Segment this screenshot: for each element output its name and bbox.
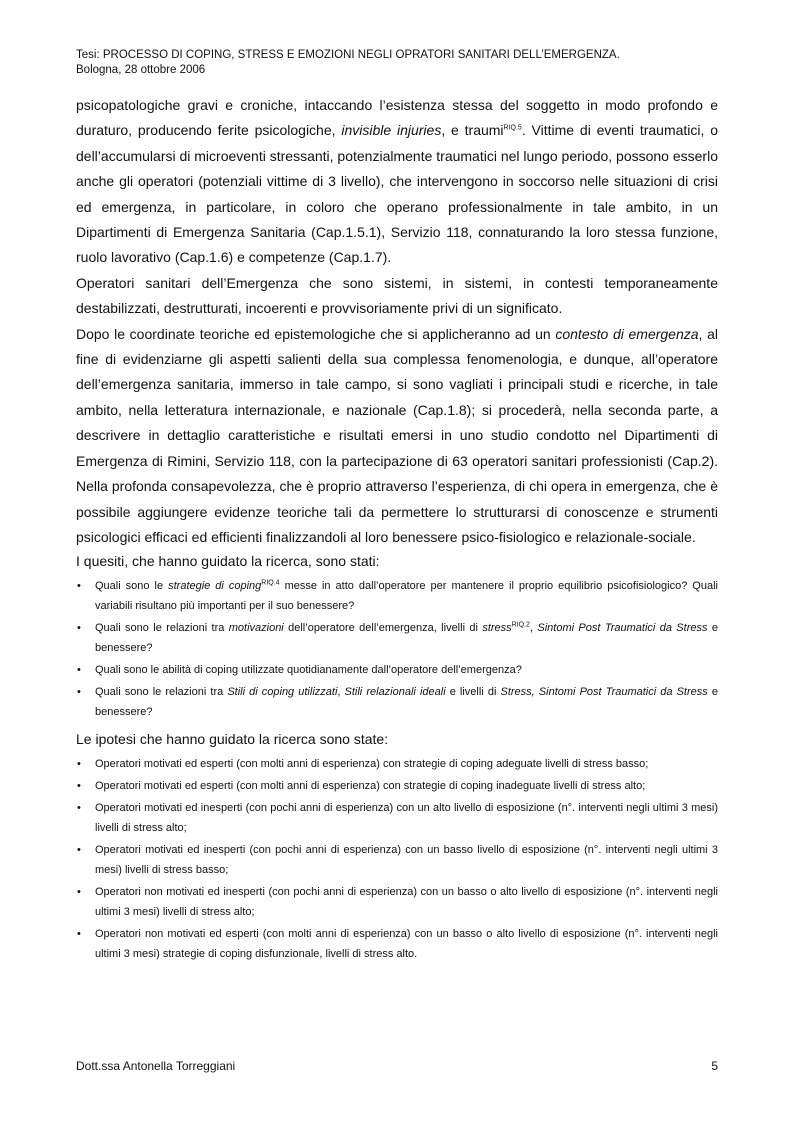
paragraph-3 [76,322,718,551]
page-header [76,48,726,78]
text-run: Operatori motivati ed esperti (con molti anni di esperienza) con strategie di coping adeguate livelli di stress basso; [95,758,649,771]
bullet-icon: • [77,580,81,593]
list-item [76,660,718,680]
italic-run: Stili di coping utilizzati [227,686,338,699]
text-run: , e traumi [441,122,504,139]
text-run: e benessere? [95,686,718,719]
page-body [76,93,718,970]
footer-author: Dott.ssa Antonella Torreggiani [76,1059,236,1073]
reference-superscript: RIQ.4 [261,579,280,587]
bullet-icon: • [77,686,81,699]
text-run: Operatori motivati ed esperti (con molti anni di esperienza) con strategie di coping inadeguate livelli di stress alto; [95,780,646,793]
bullet-icon: • [77,664,81,677]
paragraph-1 [76,93,718,271]
paragraph-2: Operatori sanitari dell’Emergenza che sono sistemi, in sistemi, in contesti temporaneamente destabilizzati, destrutturati, incoerenti e provvisoriamente privi di un significato. [76,274,718,317]
list-item [76,682,718,722]
text-run: messe in atto dall’operatore per mantenere il proprio equilibrio psicofisiologico? Quali variabili risultano più importanti per il suo benessere? [95,580,718,613]
bullet-icon: • [77,886,81,899]
italic-run: invisible injuries [341,122,442,139]
text-run: , [337,686,345,699]
text-run: Operatori motivati ed inesperti (con pochi anni di esperienza) con un basso livello di esposizione (n°. interventi negli ultimi 3 mesi) livelli di stress basso; [95,844,718,877]
list-item [76,776,718,796]
questions-title: I quesiti, che hanno guidato la ricerca, sono stati: [76,553,380,570]
bullet-icon: • [77,802,81,815]
text-run: Operatori motivati ed inesperti (con pochi anni di esperienza) con un alto livello di esposizione (n°. interventi negli ultimi 3 mesi) livelli di stress alto; [95,802,718,835]
list-item [76,840,718,880]
list-item [76,924,718,964]
italic-run: Stress, Sintomi Post Traumatici da Stress [500,686,708,699]
list-item [76,882,718,922]
text-run: , [529,622,538,635]
text-run: Quali sono le [95,580,169,593]
text-run: Quali sono le abilità di coping utilizzate quotidianamente dall’operatore dell’emergenza? [95,664,522,677]
bullet-icon: • [77,844,81,857]
italic-run: stress [482,622,512,635]
text-run: psicopatologiche gravi e croniche, intaccando l’esistenza stessa del soggetto in modo profondo e duraturo, producendo ferite psicologiche, [76,97,718,139]
italic-run: strategie di coping [168,580,262,593]
hypotheses-title: Le ipotesi che hanno guidato la ricerca sono state: [76,731,389,748]
header-title: Tesi: PROCESSO DI COPING, STRESS E EMOZIONI NEGLI OPRATORI SANITARI DELL’EMERGENZA. [76,49,620,61]
text-run: Operatori non motivati ed inesperti (con pochi anni di esperienza) con un basso o alto livello di esposizione (n°. interventi negli ultimi 3 mesi) livelli di stress alto; [95,886,718,919]
questions-list [76,576,718,722]
italic-run: motivazioni [228,622,284,635]
list-item [76,618,718,658]
reference-superscript: RIQ.5 [503,124,522,132]
italic-run: Stili relazionali ideali [344,686,446,699]
bullet-icon: • [77,622,81,635]
text-run: , al fine di evidenziarne gli aspetti salienti della sua complessa fenomenologia, e dunque, all’operatore dell’emergenza sanitaria, immerso in tale campo, si sono vagliati i principali studi e ricerche, in tale ambito, nella letteratura internazionale, e nazionale (Cap.1.8); si procederà, nella seconda parte, a descrivere in dettaglio caratteristiche e risultati emersi in uno studio condotto nel Dipartimenti di Emergenza di Rimini, Servizio 118, con la partecipazione di 63 operatori sanitari professionisti (Cap.2). Nella profonda consapevolezza, che è proprio attraverso l’esperienza, di chi opera in emergenza, che è possibile aggiungere evidenze teoriche tali da permettere lo strutturarsi di conoscenze e strumenti psicologici efficaci ed efficienti finalizzandoli al loro benessere psico-fisiologico e relazionale-sociale. [76,325,718,545]
hypotheses-list [76,754,718,964]
bullet-icon: • [77,780,81,793]
header-date: Bologna, 28 ottobre 2006 [76,64,206,76]
bullet-icon: • [77,928,81,941]
text-run: e livelli di [445,686,501,699]
page-number: 5 [711,1059,718,1073]
list-item [76,754,718,774]
text-run: Quali sono le relazioni tra [95,622,229,635]
text-run: e benessere? [95,622,718,655]
reference-superscript: RIQ.2 [511,621,530,629]
list-item [76,798,718,838]
list-item [76,576,718,616]
bullet-icon: • [77,758,81,771]
italic-run: Sintomi Post Traumatici da Stress [537,622,708,635]
text-run: Operatori non motivati ed esperti (con molti anni di esperienza) con un basso o alto livello di esposizione (n°. interventi negli ultimi 3 mesi) strategie di coping disfunzionale, livelli di stress alto. [95,928,718,961]
text-run: dell’operatore dell’emergenza, livelli di [283,622,483,635]
italic-run: contesto di emergenza [555,325,699,342]
text-run: Dopo le coordinate teoriche ed epistemologiche che si applicheranno ad un [76,325,556,342]
text-run: Quali sono le relazioni tra [95,686,228,699]
text-run: . Vittime di eventi traumatici, o dell’accumularsi di microeventi stressanti, potenzialmente traumatici nel lungo periodo, possono esserlo anche gli operatori (potenziali vittime di 3 livello), che intervengono in soccorso nelle situazioni di crisi ed emergenza, in particolare, in coloro che operano professionalmente in tale ambito, in un Dipartimenti di Emergenza Sanitaria (Cap.1.5.1), Servizio 118, connaturando la loro stessa funzione, ruolo lavorativo (Cap.1.6) e competenze (Cap.1.7). [76,122,718,266]
